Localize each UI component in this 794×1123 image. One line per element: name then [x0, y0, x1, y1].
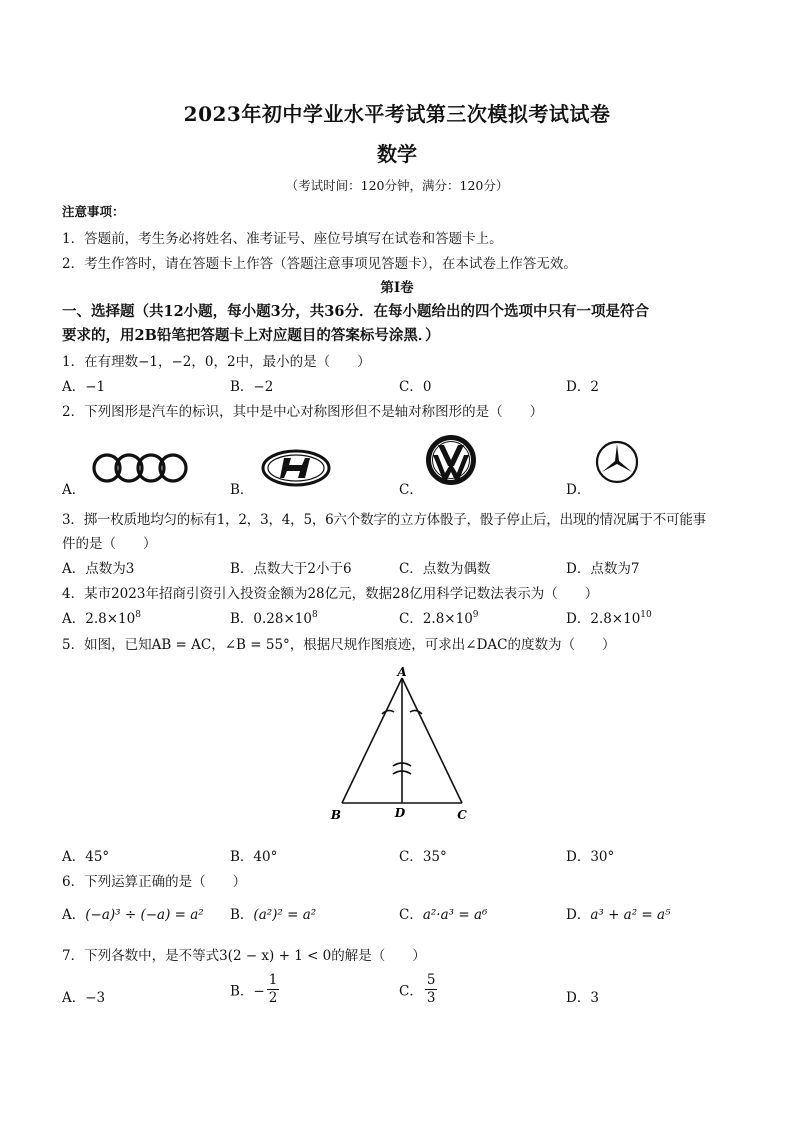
notes-item-1: 1．答题前，考生务必将姓名、准考证号、座位号填写在试卷和答题卡上。	[62, 231, 503, 247]
q4-option-a: A．$2.8\times 10^8$	[62, 610, 141, 627]
q7-option-d: D．3	[566, 990, 599, 1006]
q5-option-d: D．30°	[566, 849, 615, 865]
q1-option-c: C．0	[399, 379, 432, 395]
q7-option-b: B．− $\frac{1}{2}$	[230, 972, 278, 1006]
vertex-label-d: D	[394, 806, 406, 820]
q3-stem-line-1: 3．掷一枚质地均匀的标有1，2，3，4，5，6六个数字的立方体骰子，骰子停止后，出现的情况属于不可能事	[62, 512, 706, 528]
q1-option-b: B．−2	[230, 379, 274, 395]
q6-option-a: A．(−a)³ ÷ (−a) = a²	[62, 907, 204, 923]
q5-option-c: C．35°	[399, 849, 447, 865]
triangle-side-ac	[402, 678, 462, 803]
q5-option-b: B．40°	[230, 849, 278, 865]
q4-option-d: D．$2.8\times 10^{10}$	[566, 610, 652, 627]
triangle-side-ab	[342, 678, 402, 803]
q1-option-a: A．−1	[62, 379, 106, 395]
exam-subject: 数学	[377, 142, 417, 166]
construction-arc-left	[382, 710, 394, 714]
q5-stem: 5．如图，已知AB = AC，∠B = 55°，根据尺规作图痕迹，可求出∠DAC的度数为（ ）	[62, 637, 616, 653]
q6-option-b: B．(a²)² = a²	[230, 907, 317, 923]
q5-triangle-figure	[322, 662, 478, 830]
q6-stem: 6．下列运算正确的是（ ）	[62, 874, 247, 890]
vertex-label-a: A	[397, 665, 407, 679]
section-heading-line-1: 一、选择题（共12小题，每小题3分，共36分．在每小题给出的四个选项中只有一项是符合	[62, 303, 649, 320]
volkswagen-logo-icon	[424, 433, 478, 487]
q5-option-a: A．45°	[62, 849, 110, 865]
q7-stem: 7．下列各数中，是不等式3(2 − x) + 1 < 0的解是（ ）	[62, 948, 426, 964]
q3-option-a: A．点数为3	[62, 561, 135, 577]
q6-option-c: C．a²·a³ = a⁶	[399, 907, 488, 923]
hyundai-logo-icon	[260, 448, 332, 488]
q7-option-a: A．−3	[62, 990, 106, 1006]
notes-heading: 注意事项：	[62, 204, 125, 219]
q1-stem: 1．在有理数−1，−2，0，2中，最小的是（ ）	[62, 354, 371, 370]
vertex-label-b: B	[330, 808, 342, 822]
vertex-label-c: C	[457, 808, 467, 822]
q6-option-d: D．a³ + a² = a⁵	[566, 907, 671, 923]
q3-option-d: D．点数为7	[566, 561, 640, 577]
exam-title: 2023年初中学业水平考试第三次模拟考试试卷	[183, 102, 611, 126]
audi-rings-icon	[90, 451, 190, 485]
mercedes-star-icon	[594, 439, 640, 485]
q4-stem: 4．某市2023年招商引资引入投资金额为28亿元，数据28亿用科学记数法表示为（ ）	[62, 586, 599, 602]
q2-option-d: D．	[566, 482, 591, 498]
notes-item-2: 2．考生作答时，请在答题卡上作答（答题注意事项见答题卡），在本试卷上作答无效。	[62, 256, 577, 272]
q2-option-a: A．	[62, 482, 86, 498]
q1-option-d: D．2	[566, 379, 599, 395]
q2-option-b: B．	[230, 482, 254, 498]
q3-option-b: B．点数大于2小于6	[230, 561, 352, 577]
exam-time-note: （考试时间：120分钟，满分：120分）	[285, 178, 509, 193]
q4-option-c: C．$2.8\times 10^9$	[399, 610, 479, 627]
q2-option-c: C．	[399, 482, 423, 498]
q7-option-c: C． $\frac{5}{3}$	[399, 972, 436, 1006]
q2-stem: 2．下列图形是汽车的标识，其中是中心对称图形但不是轴对称图形的是（ ）	[62, 404, 544, 420]
construction-arc-right	[410, 710, 422, 714]
part-heading: 第Ⅰ卷	[380, 280, 414, 296]
section-heading-line-2: 要求的，用2B铅笔把答题卡上对应题目的答案标号涂黑．）	[62, 327, 440, 344]
q4-option-b: B．$0.28\times 10^8$	[230, 610, 318, 627]
q3-stem-line-2: 件的是（ ）	[62, 536, 157, 552]
q3-option-c: C．点数为偶数	[399, 561, 491, 577]
